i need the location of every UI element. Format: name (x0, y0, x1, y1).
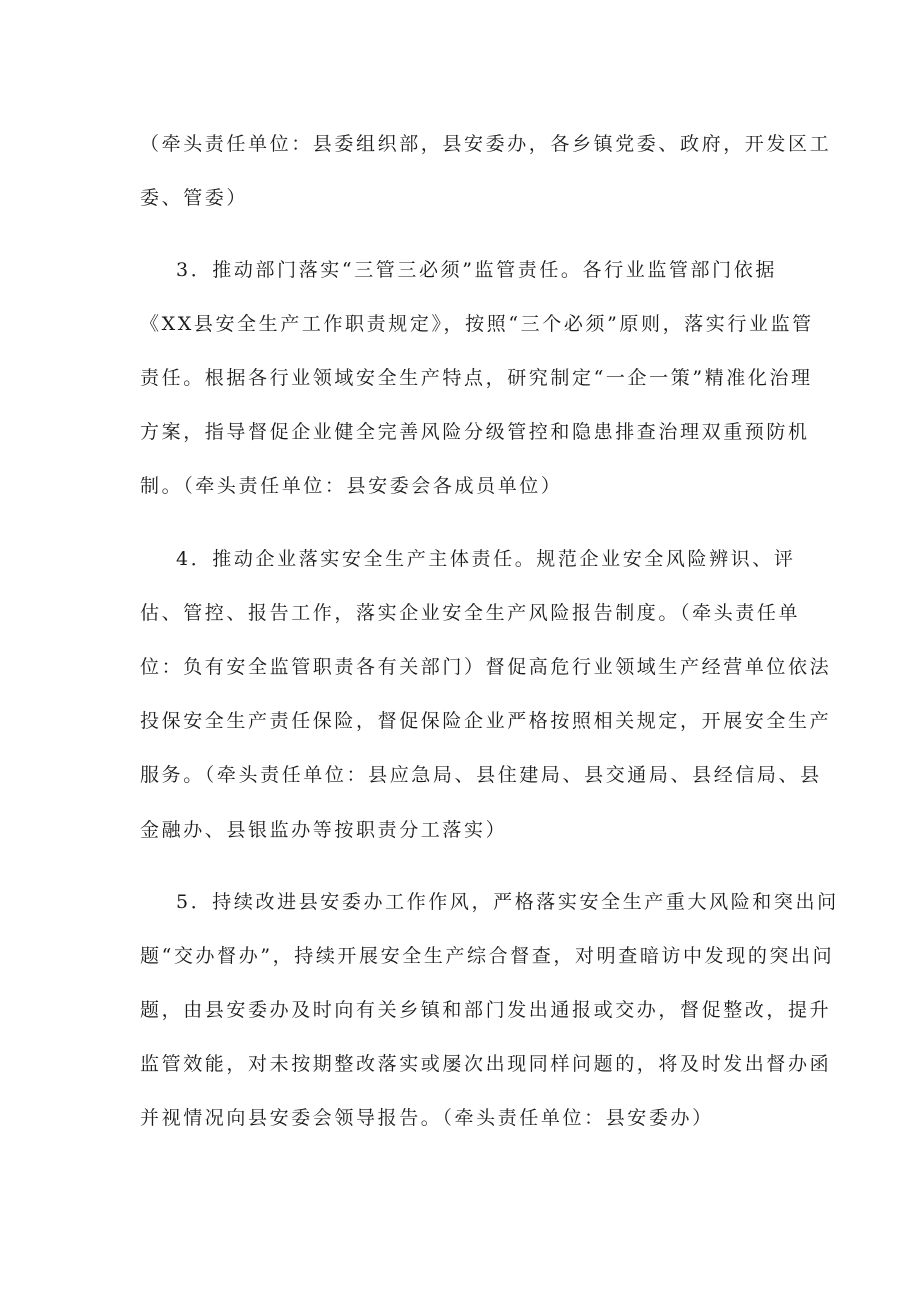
paragraph-line: 估、管控、报告工作，落实企业安全生产风险报告制度。（牵头责任单 (140, 602, 801, 624)
paragraph-line: 题“交办督办”，持续开展安全生产综合督查，对明查暗访中发现的突出问 (140, 945, 835, 967)
paragraph-line: 方案，指导督促企业健全完善风险分级管控和隐患排查治理双重预防机 (140, 421, 810, 443)
paragraph-line: 责任。根据各行业领域安全生产特点，研究制定“一企一策”精准化治理 (140, 367, 813, 389)
paragraph-line: 服务。（牵头责任单位：县应急局、县住建局、县交通局、县经信局、县 (140, 764, 822, 786)
paragraph-line: 金融办、县银监办等按职责分工落实） (140, 819, 508, 841)
paragraph-line: （牵头责任单位：县委组织部，县安委办，各乡镇党委、政府，开发区工 (140, 133, 832, 155)
paragraph-line: 题，由县安委办及时向有关乡镇和部门发出通报或交办，督促整改，提升 (140, 999, 832, 1021)
item-5-heading-line: 5．持续改进县安委办工作作风，严格落实安全生产重大风险和突出问 (176, 891, 839, 913)
paragraph-line: 监管效能，对未按期整改落实或屡次出现同样问题的，将及时发出督办函 (140, 1053, 832, 1075)
paragraph-line: 并视情况向县安委会领导报告。（牵头责任单位：县安委办） (140, 1107, 714, 1129)
item-4-heading-line: 4．推动企业落实安全生产主体责任。规范企业安全风险辨识、评 (176, 548, 796, 570)
paragraph-line: 制。（牵头责任单位：县安委会各成员单位） (140, 475, 563, 497)
paragraph-line: 委、管委） (140, 187, 249, 209)
item-3-heading-line: 3．推动部门落实“三管三必须”监管责任。各行业监管部门依据 (176, 259, 777, 281)
paragraph-line: 投保安全生产责任保险，督促保险企业严格按照相关规定，开展安全生产 (140, 710, 832, 732)
paragraph-line: 位：负有安全监管职责各有关部门）督促高危行业领域生产经营单位依法 (140, 656, 832, 678)
paragraph-line: 《XX县安全生产工作职责规定》，按照“三个必须”原则，落实行业监管 (140, 313, 814, 335)
